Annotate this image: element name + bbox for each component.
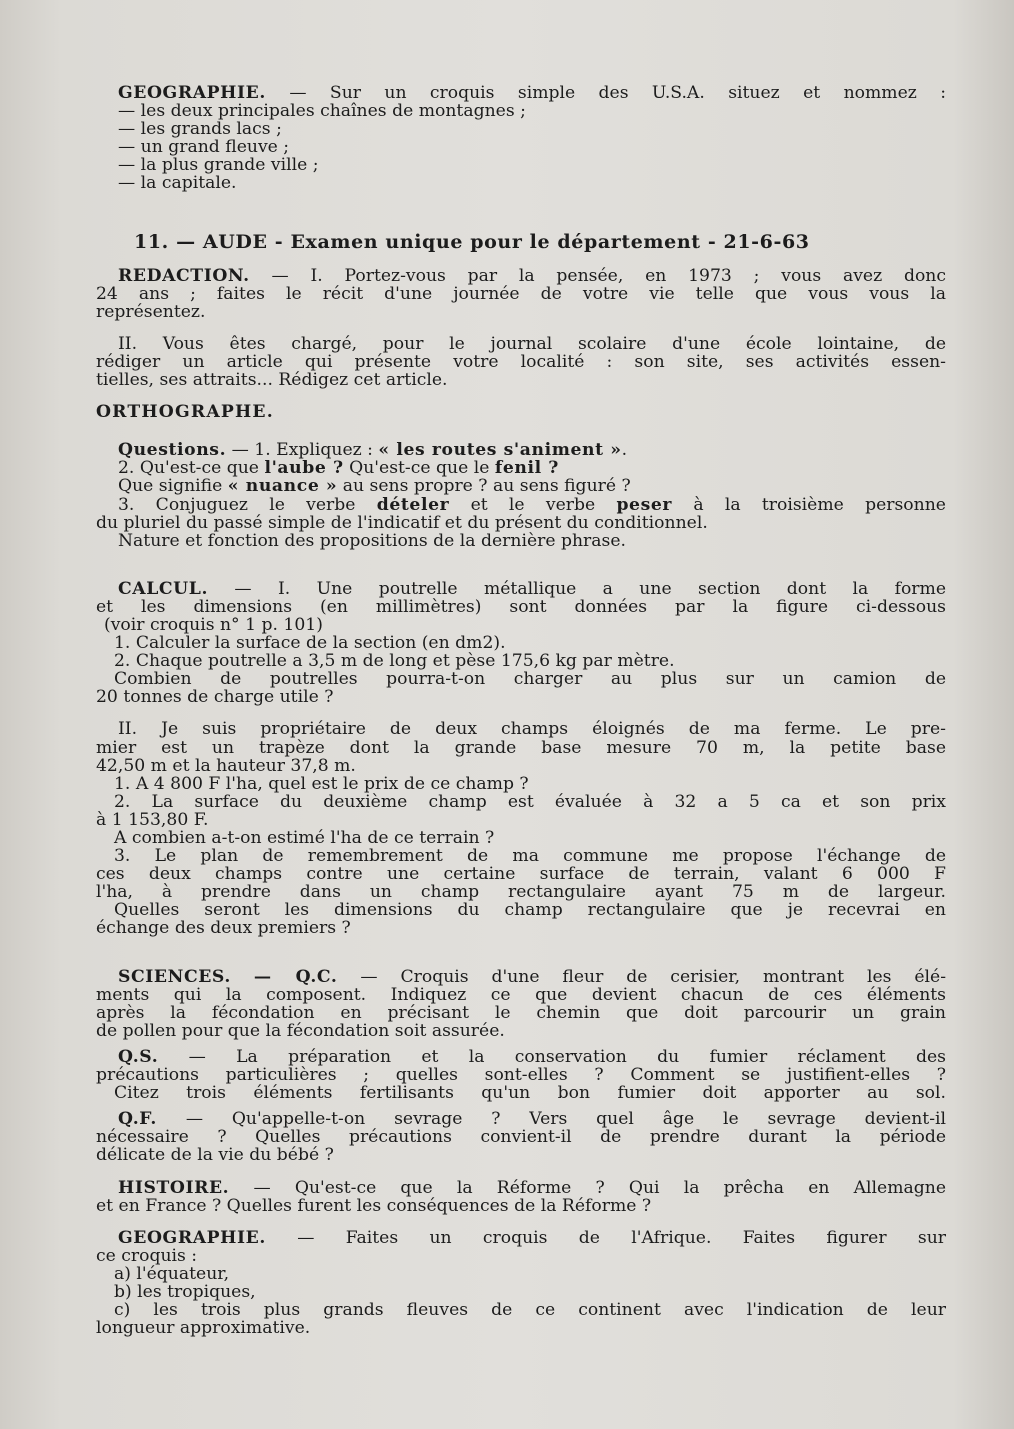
geo2-text: c) les trois plus grands fleuves de ce continent avec l'indication de leur	[114, 1300, 946, 1321]
q-term: l'aube ?	[264, 458, 344, 479]
sciences-text: — La préparation et la conservation du fumier réclament des	[188, 1046, 946, 1067]
orthographe-q2b	[96, 477, 946, 495]
sciences-text: nécessaire ? Quelles précautions convient-il de prendre durant la période	[96, 1127, 946, 1148]
calcul-text: 3. Le plan de remembrement de ma commune me propose l'échange de	[114, 846, 946, 867]
calcul-text: à 1 153,80 F.	[96, 809, 209, 830]
redaction-text: tielles, ses attraits... Rédigez cet article.	[96, 370, 448, 391]
histoire-line	[96, 1179, 946, 1197]
geo2-text: b) les tropiques,	[114, 1281, 256, 1302]
calcul-text: (voir croquis n° 1 p. 101)	[104, 614, 323, 635]
q-text: à la troisième personne	[693, 494, 946, 515]
orthographe-q3	[96, 496, 946, 514]
q-term: « les routes s'animent »	[378, 440, 622, 461]
q-text: 2. Qu'est-ce que	[118, 458, 259, 479]
calcul-text: l'ha, à prendre dans un champ rectangulaire ayant 75 m de largeur.	[96, 882, 946, 903]
geo2-text: — Faites un croquis de l'Afrique. Faites figurer sur	[297, 1227, 946, 1248]
redaction-text: rédiger un article qui présente votre localité : son site, ses activités essen-	[96, 351, 946, 372]
geo2-text: a) l'équateur,	[114, 1263, 230, 1284]
calcul-text: 1. Calculer la surface de la section (en dm2).	[114, 633, 506, 654]
sciences-heading: SCIENCES.	[118, 966, 231, 987]
qc-label: — Q.C.	[253, 966, 338, 987]
calcul-text: 2. La surface du deuxième champ est évaluée à 32 a 5 ca et son prix	[114, 791, 946, 812]
q-text: et le verbe	[470, 494, 596, 515]
geo1-item: — un grand fleuve ;	[118, 137, 290, 158]
q-term: « nuance »	[227, 476, 338, 497]
redaction-text: — I. Portez-vous par la pensée, en 1973 ; vous avez donc	[271, 265, 946, 286]
calcul-text: — I. Une poutrelle métallique a une section dont la forme	[234, 578, 946, 599]
calcul-text: 1. A 4 800 F l'ha, quel est le prix de ce champ ?	[114, 773, 529, 794]
calcul-text: mier est un trapèze dont la grande base mesure 70 m, la petite base	[96, 737, 946, 758]
q-text: .	[621, 440, 628, 461]
geo2-text: longueur approximative.	[96, 1318, 311, 1339]
geo1-item: — les grands lacs ;	[118, 119, 282, 140]
qs-label: Q.S.	[118, 1046, 159, 1067]
calcul-text: et les dimensions (en millimètres) sont données par la figure ci-dessous	[96, 596, 946, 617]
calcul-text: Combien de poutrelles pourra-t-on charger au plus sur un camion de	[114, 669, 946, 690]
histoire-text: — Qu'est-ce que la Réforme ? Qui la prêcha en Allemagne	[253, 1177, 947, 1198]
q-term: dételer	[376, 494, 450, 515]
sciences-text: précautions particulières ; quelles sont-elles ? Comment se justifient-elles ?	[96, 1065, 946, 1086]
redaction-text: II. Vous êtes chargé, pour le journal scolaire d'une école lointaine, de	[118, 333, 946, 354]
geo1-intro-line	[96, 84, 946, 102]
calcul-text: II. Je suis propriétaire de deux champs éloignés de ma ferme. Le pre-	[118, 719, 946, 740]
q-text: — 1. Expliquez :	[231, 440, 373, 461]
sciences-qf-line	[96, 1110, 946, 1128]
geo1-item: — les deux principales chaînes de montagnes ;	[118, 101, 526, 122]
orthographe-q3-cont: du pluriel du passé simple de l'indicatif et du présent du conditionnel.	[96, 512, 708, 533]
orthographe-q1	[96, 441, 946, 459]
sciences-text: ments qui la composent. Indiquez ce que devient chacun de ces éléments	[96, 984, 946, 1005]
exam-title: 11. — AUDE - Examen unique pour le département - 21-6-63	[134, 230, 810, 253]
geo2-line	[96, 1229, 946, 1247]
orthographe-q2	[96, 459, 946, 477]
sciences-text: de pollen pour que la fécondation soit assurée.	[96, 1020, 505, 1041]
q-text: au sens propre ? au sens figuré ?	[342, 476, 631, 497]
redaction-line	[96, 267, 946, 285]
calcul-heading: CALCUL.	[118, 578, 209, 599]
redaction-heading: REDACTION.	[118, 265, 250, 286]
q-text: Qu'est-ce que le	[349, 458, 490, 479]
q-term: peser	[616, 494, 673, 515]
geo2-text: ce croquis :	[96, 1245, 198, 1266]
qf-label: Q.F.	[118, 1109, 157, 1130]
sciences-text: — Qu'appelle-t-on sevrage ? Vers quel âge le sevrage devient-il	[185, 1109, 946, 1130]
orthographe-q4: Nature et fonction des propositions de la dernière phrase.	[118, 530, 626, 551]
sciences-text: après la fécondation en précisant le chemin que doit parcourir un grain	[96, 1002, 946, 1023]
calcul-text: 20 tonnes de charge utile ?	[96, 687, 334, 708]
calcul-line	[96, 580, 946, 598]
calcul-text: 42,50 m et la hauteur 37,8 m.	[96, 755, 356, 776]
redaction-text: représentez.	[96, 301, 206, 322]
redaction-text: 24 ans ; faites le récit d'une journée de votre vie telle que vous vous la	[96, 283, 946, 304]
q-term: fenil ?	[494, 458, 559, 479]
sciences-text: délicate de la vie du bébé ?	[96, 1145, 334, 1166]
geo1-intro: — Sur un croquis simple des U.S.A. situez et nommez :	[289, 83, 946, 103]
geo1-item: — la capitale.	[118, 173, 237, 194]
orthographe-heading: ORTHOGRAPHE.	[96, 402, 274, 423]
sciences-text: — Croquis d'une fleur de cerisier, montrant les élé-	[360, 966, 946, 987]
questions-label: Questions.	[118, 440, 227, 461]
histoire-heading: HISTOIRE.	[118, 1177, 230, 1198]
q-text: 3. Conjuguez le verbe	[118, 494, 356, 515]
sciences-qc-line	[96, 968, 946, 986]
sciences-qs-line	[96, 1048, 946, 1066]
geo2-heading: GEOGRAPHIE.	[118, 1227, 266, 1248]
calcul-text: A combien a-t-on estimé l'ha de ce terrain ?	[114, 828, 495, 848]
calcul-text: ces deux champs contre une certaine surface de terrain, valant 6 000 F	[96, 864, 946, 885]
geo1-item: — la plus grande ville ;	[118, 155, 319, 176]
histoire-text: et en France ? Quelles furent les conséquences de la Réforme ?	[96, 1195, 652, 1216]
calcul-text: 2. Chaque poutrelle a 3,5 m de long et pèse 175,6 kg par mètre.	[114, 651, 675, 672]
calcul-text: Quelles seront les dimensions du champ rectangulaire que je recevrai en	[114, 900, 946, 921]
page-content	[96, 84, 946, 1337]
sciences-text: Citez trois éléments fertilisants qu'un bon fumier doit apporter au sol.	[114, 1083, 946, 1104]
q-text: Que signifie	[118, 476, 223, 497]
calcul-text: échange des deux premiers ?	[96, 918, 351, 939]
geo1-heading: GEOGRAPHIE.	[118, 83, 266, 103]
